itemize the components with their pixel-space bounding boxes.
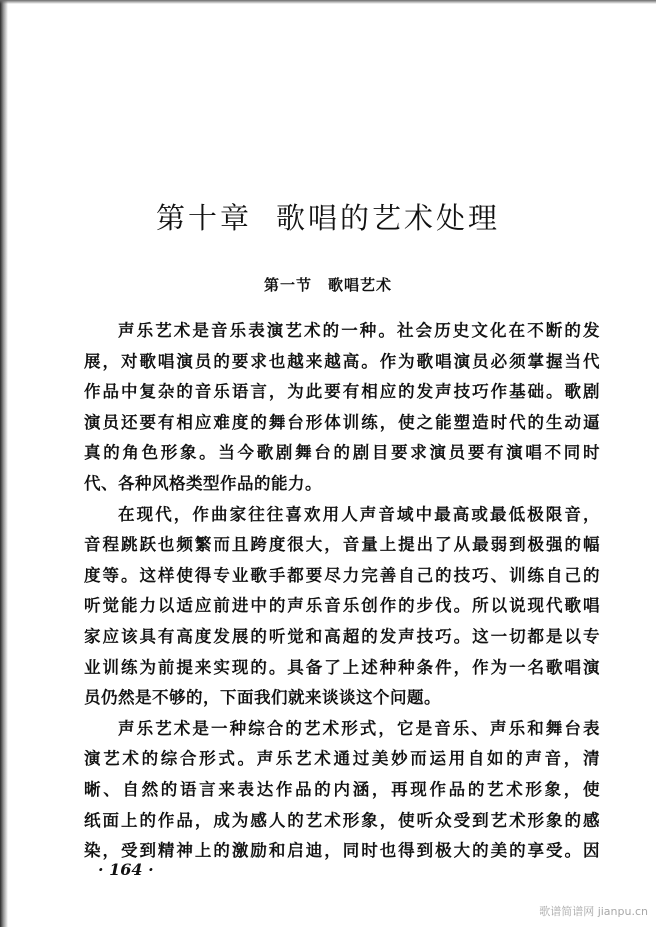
page-number: · 164 · xyxy=(98,860,154,879)
text-line: 度等。这样使得专业歌手都要尽力完善自己的技巧、训练自己的 xyxy=(84,565,600,585)
chapter-name: 歌唱的艺术处理 xyxy=(276,201,501,235)
watermark: 歌谱简谱网 jianpu.cn xyxy=(539,905,648,918)
text-line: 声乐艺术是音乐表演艺术的一种。社会历史文化在不断的发 xyxy=(118,321,600,340)
text-line: 纸面上的作品，成为感人的艺术形象，使听众受到艺术形象的感 xyxy=(84,810,600,830)
text-line: 员仍然是不够的，下面我们就来谈谈这个问题。 xyxy=(84,688,441,708)
chapter-title xyxy=(0,196,656,237)
text-line: 晰、自然的语言来表达作品的内涵，再现作品的艺术形象，使 xyxy=(84,779,600,799)
text-line: 音程跳跃也频繁而且跨度很大，音量上提出了从最弱到极强的幅 xyxy=(84,535,600,555)
text-line: 演艺术的综合形式。声乐艺术通过美妙而运用自如的声音，清 xyxy=(84,749,600,769)
body-text xyxy=(84,316,600,867)
text-line: 声乐艺术是一种综合的艺术形式，它是音乐、声乐和舞台表 xyxy=(118,718,600,738)
text-line: 作品中复杂的音乐语言，为此要有相应的发声技巧作基础。歌剧 xyxy=(84,382,600,402)
text-line: 展，对歌唱演员的要求也越来越高。作为歌唱演员必须掌握当代 xyxy=(84,351,600,371)
text-line: 听觉能力以适应前进中的声乐音乐创作的步伐。所以说现代歌唱 xyxy=(84,596,600,616)
text-line: 业训练为前提来实现的。具备了上述种种条件，作为一名歌唱演 xyxy=(84,657,600,677)
text-line: 家应该具有高度发展的听觉和高超的发声技巧。这一切都是以专 xyxy=(84,626,600,646)
section-title xyxy=(0,274,656,295)
section-number: 第一节 xyxy=(263,276,312,294)
chapter-number: 第十章 xyxy=(155,201,252,235)
section-name: 歌唱艺术 xyxy=(328,276,393,294)
text-line: 真的角色形象。当今歌剧舞台的剧目要求演员要有演唱不同时 xyxy=(84,443,600,463)
text-line: 染，受到精神上的激励和启迪，同时也得到极大的美的享受。因 xyxy=(84,841,600,861)
text-line: 在现代，作曲家往往喜欢用人声音域中最高或最低极限音， xyxy=(118,504,600,524)
text-line: 演员还要有相应难度的舞台形体训练，使之能塑造时代的生动逼 xyxy=(84,412,600,432)
text-line: 代、各种风格类型作品的能力。 xyxy=(84,473,322,493)
